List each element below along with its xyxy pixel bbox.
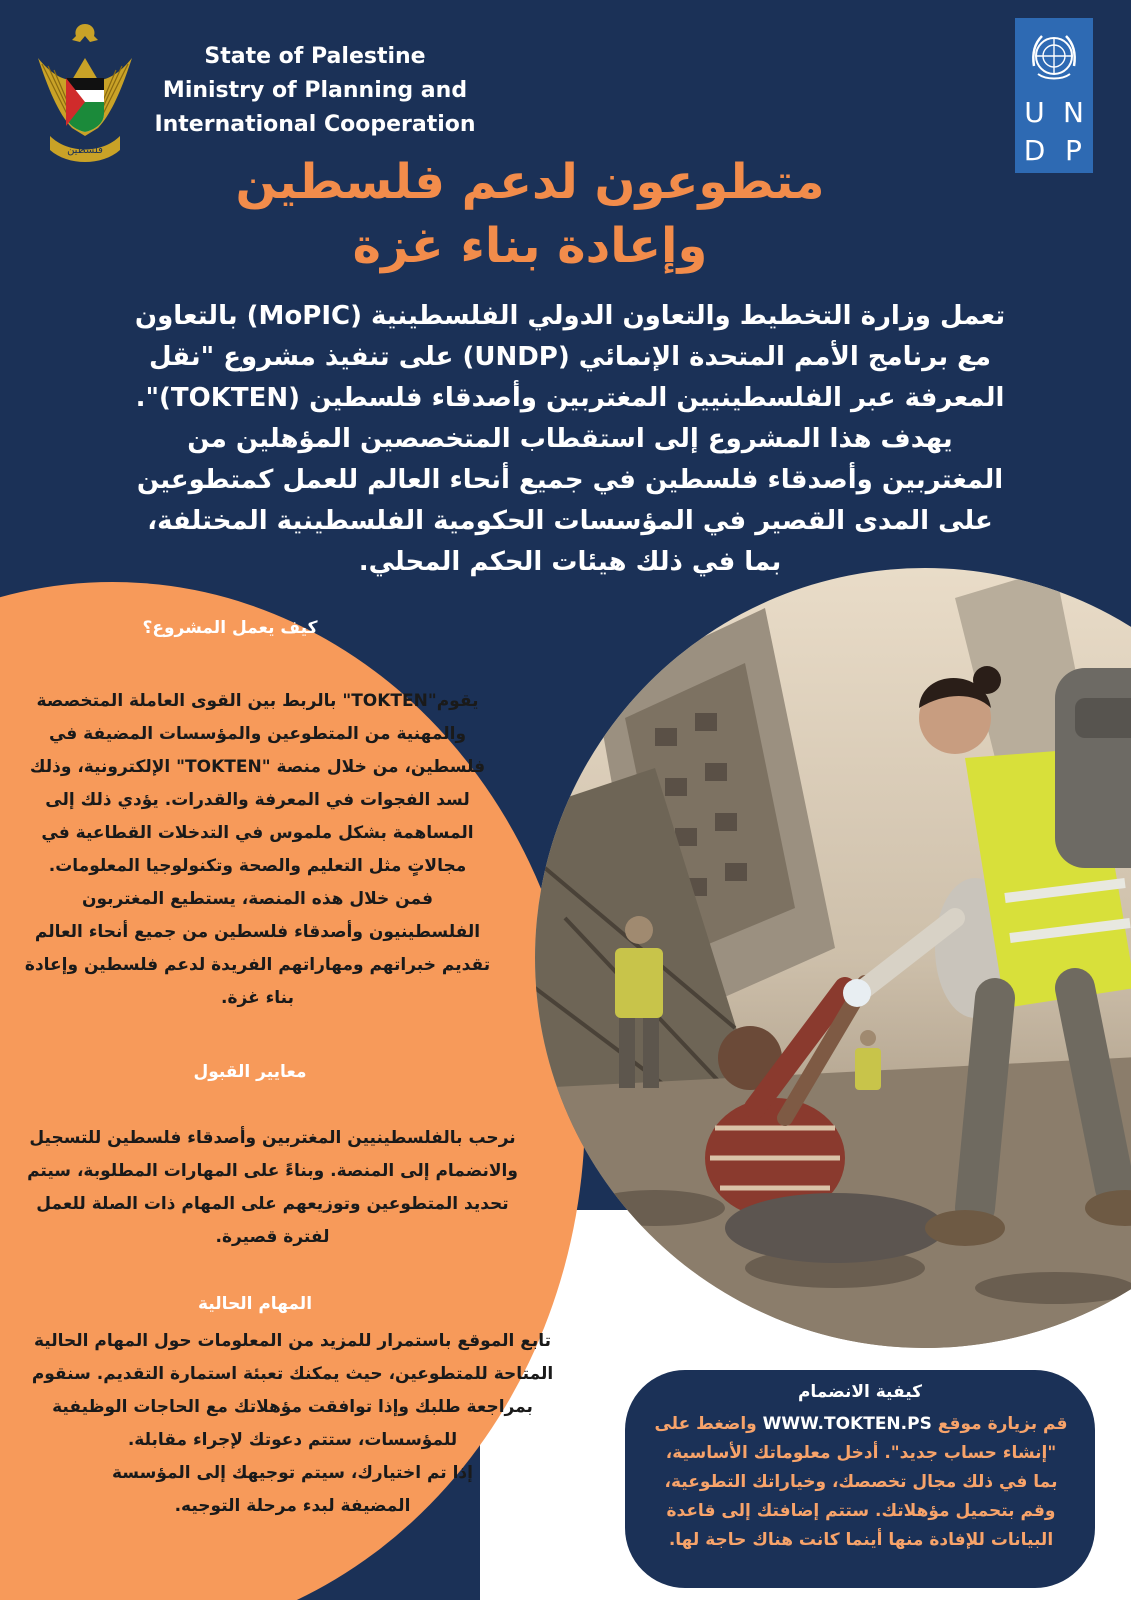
criteria-heading: معايير القبول xyxy=(193,1062,307,1082)
join-line-1 xyxy=(643,1410,1079,1439)
join-line-1-post: واضغط على xyxy=(654,1414,763,1434)
how-line: فمن خلال هذه المنصة، يستطيع المغتربون xyxy=(81,889,434,909)
tasks-paragraph xyxy=(20,1325,565,1523)
title-line-1: متطوعون لدعم فلسطين xyxy=(235,154,825,210)
criteria-line: لفترة قصيرة. xyxy=(215,1227,330,1247)
undp-letter-p: P xyxy=(1065,134,1082,167)
how-line: فلسطين، من خلال منصة "TOKTEN" الإلكترونية، وذلك xyxy=(29,757,486,777)
how-line: الفلسطينيون وأصدقاء فلسطين من جميع أنحاء العالم xyxy=(34,922,481,942)
join-line: بما في ذلك مجال تخصصك، وخياراتك التطوعية، xyxy=(664,1472,1058,1492)
how-paragraph xyxy=(10,685,505,1015)
intro-line: المغتربين وأصدقاء فلسطين في جميع أنحاء العالم للعمل كمتطوعين xyxy=(136,465,1004,495)
criteria-paragraph xyxy=(5,1122,540,1254)
tasks-line: إذا تم اختيارك، سيتم توجيهك إلى المؤسسة xyxy=(112,1463,473,1483)
criteria-line: تحديد المتطوعين وتوزيعهم على المهام ذات الصلة للعمل xyxy=(36,1194,509,1214)
intro-paragraph xyxy=(55,296,1085,583)
join-line: "إنشاء حساب جديد". أدخل معلوماتك الأساسية، xyxy=(665,1443,1057,1463)
intro-line: المعرفة عبر الفلسطينيين المغتربين وأصدقاء فلسطين (TOKTEN)". xyxy=(135,383,1005,413)
ministry-line-3: International Cooperation xyxy=(154,112,476,137)
tasks-line: المتاحة للمتطوعين، حيث يمكنك تعبئة استمارة التقديم. سنقوم xyxy=(31,1364,554,1384)
intro-line: بما في ذلك هيئات الحكم المحلي. xyxy=(358,547,782,577)
criteria-line: نرحب بالفلسطينيين المغتربين وأصدقاء فلسطين للتسجيل xyxy=(29,1128,516,1148)
tasks-line: للمؤسسات، ستتم دعوتك لإجراء مقابلة. xyxy=(127,1430,458,1450)
title-line-2: وإعادة بناء غزة xyxy=(352,218,708,274)
intro-line: مع برنامج الأمم المتحدة الإنمائي (UNDP) على تنفيذ مشروع "نقل xyxy=(148,342,992,372)
join-line-1-pre: قم بزيارة موقع xyxy=(931,1414,1068,1434)
join-heading: كيفية الانضمام xyxy=(797,1382,923,1402)
how-line: والمهنية من المتطوعين والمؤسسات المضيفة في xyxy=(48,724,467,744)
criteria-line: والانضمام إلى المنصة. وبناءً على المهارات المطلوبة، سيتم xyxy=(27,1161,518,1181)
how-heading: كيف يعمل المشروع؟ xyxy=(142,618,318,638)
how-line: بناء غزة. xyxy=(221,988,294,1008)
undp-letter-d: D xyxy=(1023,134,1046,167)
poster-title xyxy=(160,150,900,278)
website-link[interactable]: WWW.TOKTEN.PS xyxy=(762,1414,932,1434)
undp-letter-u: U xyxy=(1024,96,1045,129)
how-line: يقوم"TOKTEN" بالربط بين القوى العاملة المتخصصة xyxy=(36,691,479,711)
tasks-heading: المهام الحالية xyxy=(197,1294,313,1314)
un-globe-icon xyxy=(1024,26,1084,86)
how-line: تقديم خبراتهم ومهاراتهم الفريدة لدعم فلسطين وإعادة xyxy=(24,955,491,975)
join-paragraph xyxy=(643,1410,1079,1555)
ministry-line-1: State of Palestine xyxy=(204,44,426,69)
tasks-heading-wrap xyxy=(155,1294,355,1314)
join-line: وقم بتحميل مؤهلاتك. ستتم إضافتك إلى قاعدة xyxy=(666,1501,1056,1521)
intro-line: تعمل وزارة التخطيط والتعاون الدولي الفلسطينية (MoPIC) بالتعاون xyxy=(134,301,1006,331)
criteria-heading-wrap xyxy=(150,1062,350,1082)
tasks-line: المضيفة لبدء مرحلة التوجيه. xyxy=(174,1496,411,1516)
join-box xyxy=(625,1370,1095,1588)
intro-line: يهدف هذا المشروع إلى استقطاب المتخصصين المؤهلين من xyxy=(187,424,953,454)
palestine-emblem-icon xyxy=(28,18,143,168)
emblem-label: فلسطين xyxy=(67,145,103,156)
ministry-line-2: Ministry of Planning and xyxy=(162,78,468,103)
join-line: البيانات للإفادة منها أينما كانت هناك حاجة لها. xyxy=(668,1530,1054,1550)
intro-line: على المدى القصير في المؤسسات الحكومية الفلسطينية المختلفة، xyxy=(147,506,993,536)
how-line: لسد الفجوات في المعرفة والقدرات. يؤدي ذلك إلى xyxy=(45,790,470,810)
tasks-line: بمراجعة طلبك وإذا توافقت مؤهلاتك مع الحاجات الوظيفية xyxy=(52,1397,533,1417)
undp-logo xyxy=(1015,18,1093,173)
undp-letter-n: N xyxy=(1063,96,1084,129)
ministry-name xyxy=(150,40,480,142)
how-line: مجالاتٍ مثل التعليم والصحة وتكنولوجيا المعلومات. xyxy=(48,856,467,876)
how-line: المساهمة بشكل ملموس في التدخلات القطاعية في xyxy=(41,823,474,843)
tasks-line: تابع الموقع باستمرار للمزيد من المعلومات حول المهام الحالية xyxy=(33,1331,552,1351)
how-heading-wrap xyxy=(130,618,330,638)
